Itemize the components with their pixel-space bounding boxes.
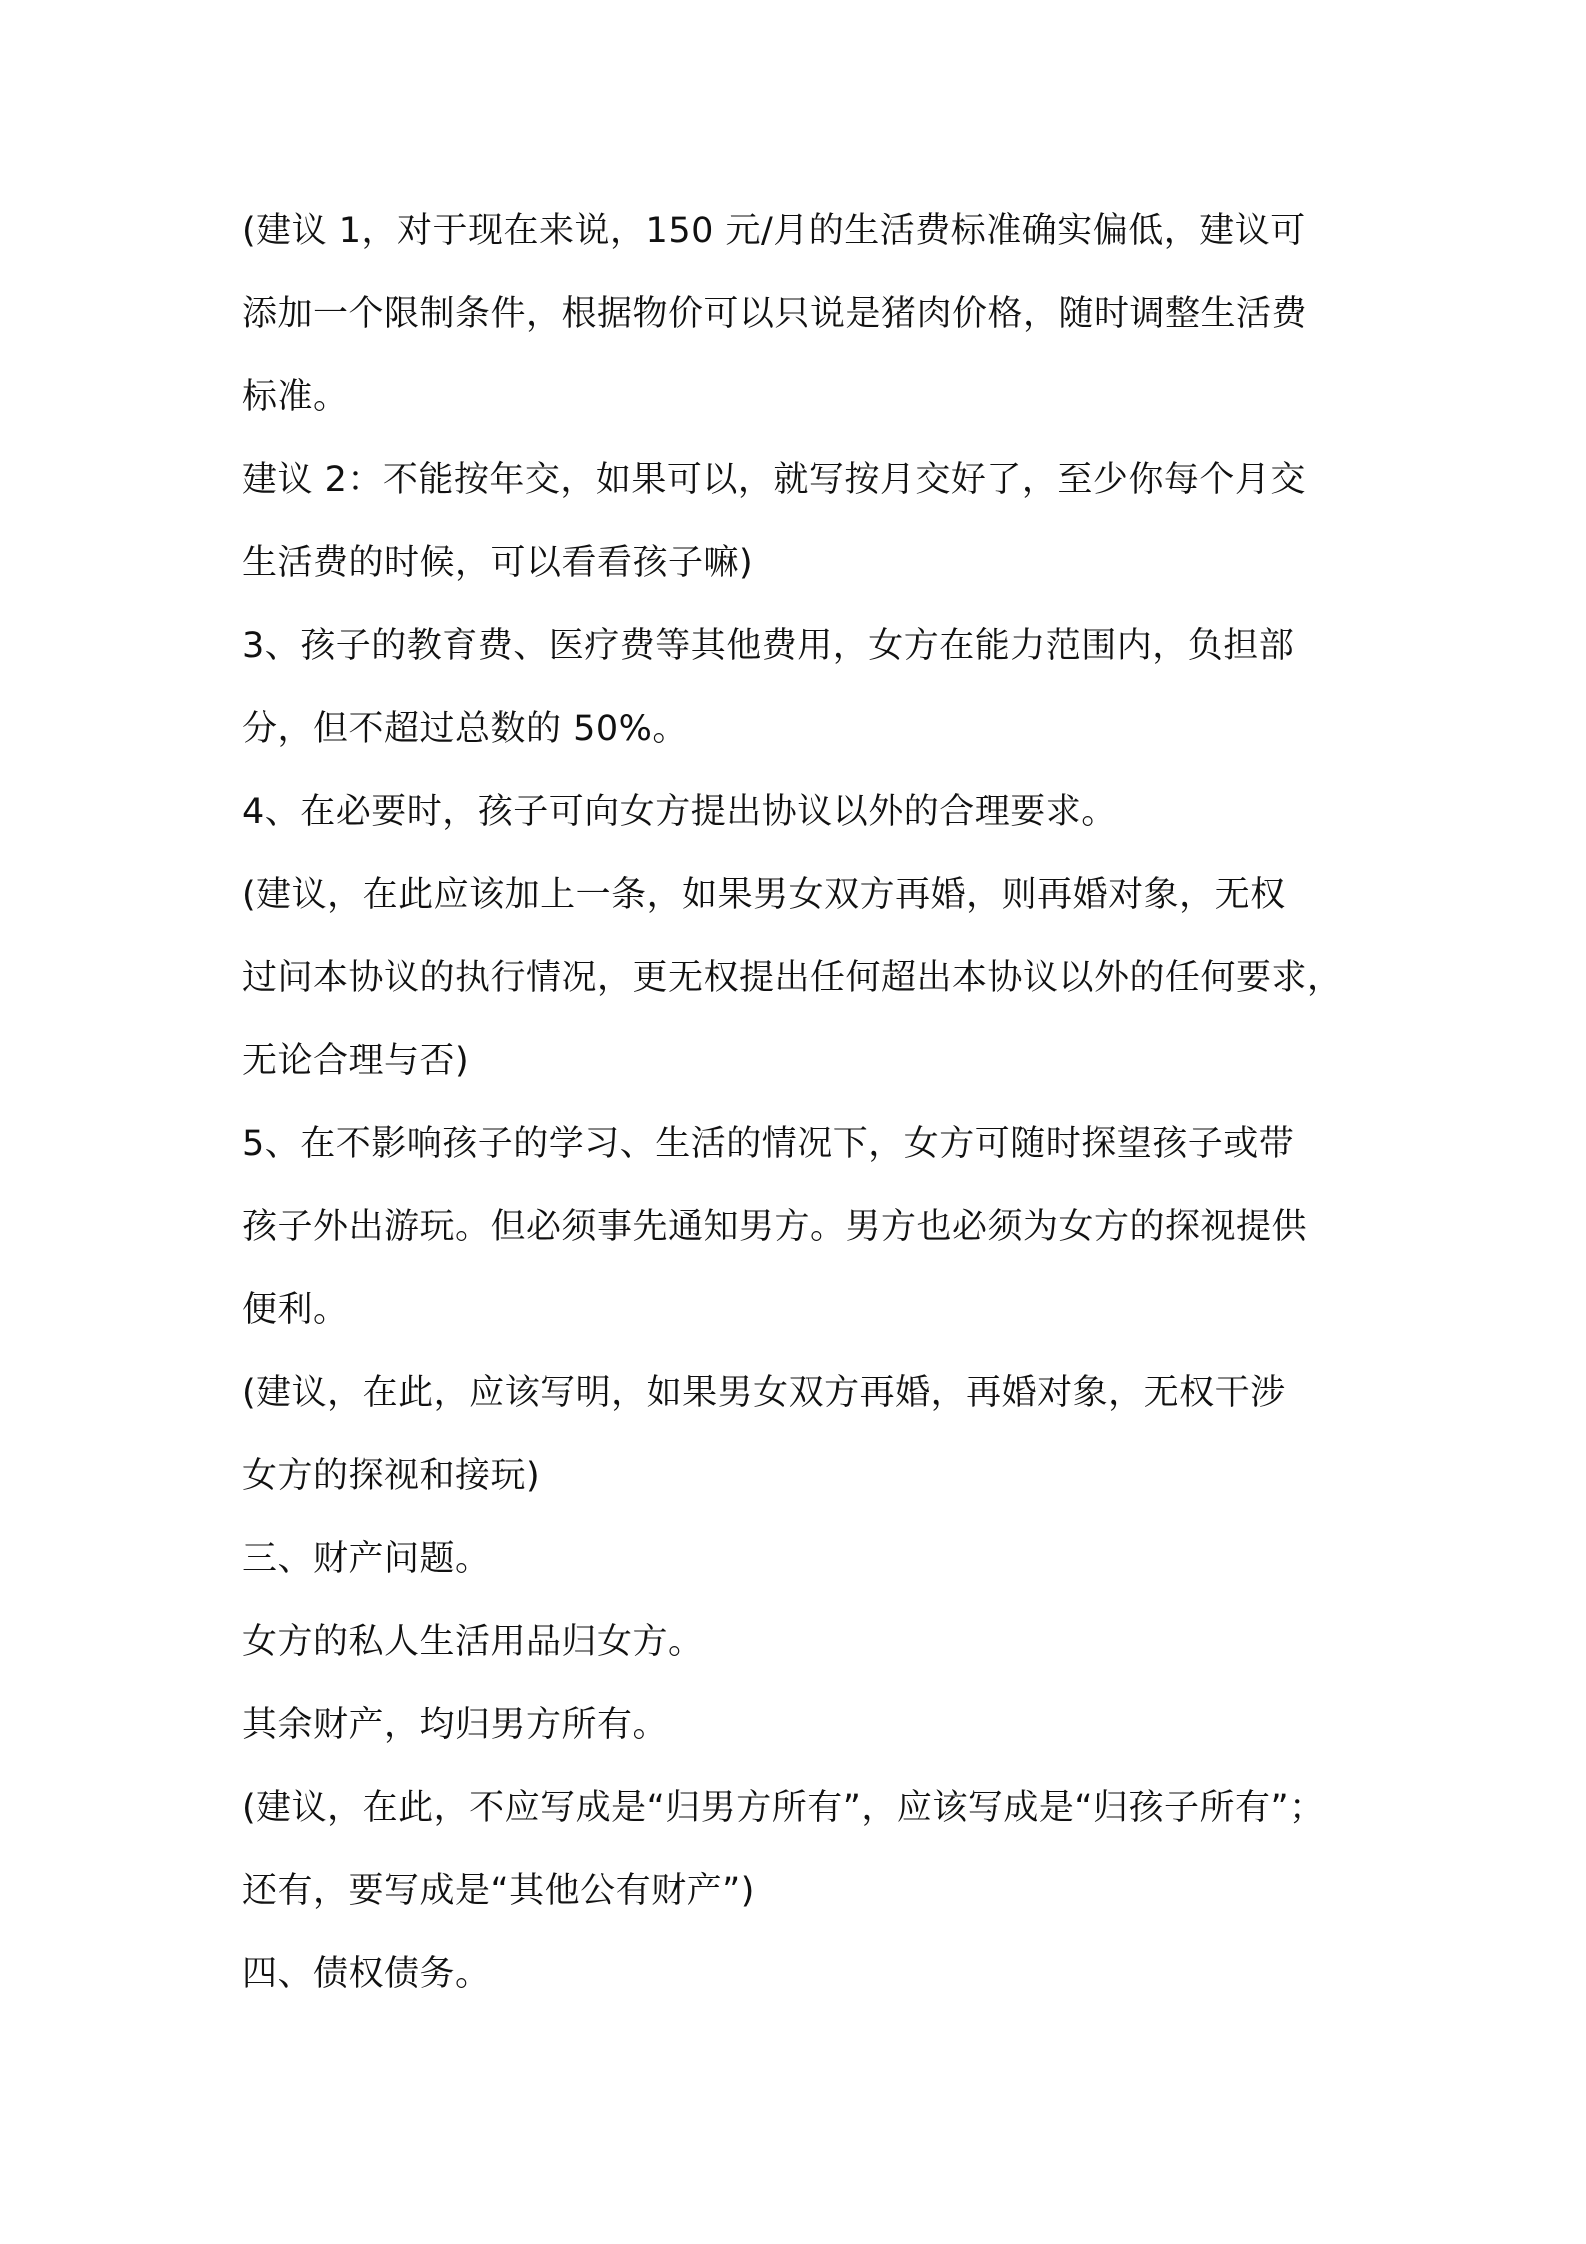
text-line: 便利。: [242, 1290, 349, 1330]
text-line: 女方的探视和接玩): [242, 1456, 541, 1496]
text-line: (建议，在此应该加上一条，如果男女双方再婚，则再婚对象，无权: [242, 875, 1286, 915]
text-line: (建议，在此，应该写明，如果男女双方再婚，再婚对象，无权干涉: [242, 1373, 1286, 1413]
text-line: 其余财产，均归男方所有。: [242, 1705, 669, 1745]
text-line: (建议 1，对于现在来说，150 元/月的生活费标准确实偏低，建议可: [242, 211, 1306, 251]
text-line: 标准。: [242, 377, 349, 417]
text-line: 女方的私人生活用品归女方。: [242, 1622, 704, 1662]
section-heading: 四、债权债务。: [242, 1954, 491, 1994]
text-line: 孩子外出游玩。但必须事先通知男方。男方也必须为女方的探视提供: [242, 1207, 1308, 1247]
text-line: 3、孩子的教育费、医疗费等其他费用，女方在能力范围内，负担部: [242, 626, 1295, 666]
section-heading: 三、财产问题。: [242, 1539, 491, 1579]
text-line: 建议 2：不能按年交，如果可以，就写按月交好了，至少你每个月交: [242, 460, 1306, 500]
text-line: 生活费的时候，可以看看孩子嘛): [242, 543, 754, 583]
text-line: (建议，在此，不应写成是“归男方所有”，应该写成是“归孩子所有”；: [242, 1788, 1325, 1828]
text-line: 还有，要写成是“其他公有财产”): [242, 1871, 755, 1911]
text-line: 过问本协议的执行情况，更无权提出任何超出本协议以外的任何要求，: [242, 958, 1343, 998]
text-line: 4、在必要时，孩子可向女方提出协议以外的合理要求。: [242, 792, 1117, 832]
text-line: 5、在不影响孩子的学习、生活的情况下，女方可随时探望孩子或带: [242, 1124, 1295, 1164]
text-line: 分，但不超过总数的 50%。: [242, 709, 688, 749]
text-line: 添加一个限制条件，根据物价可以只说是猪肉价格，随时调整生活费: [242, 294, 1308, 334]
text-line: 无论合理与否): [242, 1041, 470, 1081]
